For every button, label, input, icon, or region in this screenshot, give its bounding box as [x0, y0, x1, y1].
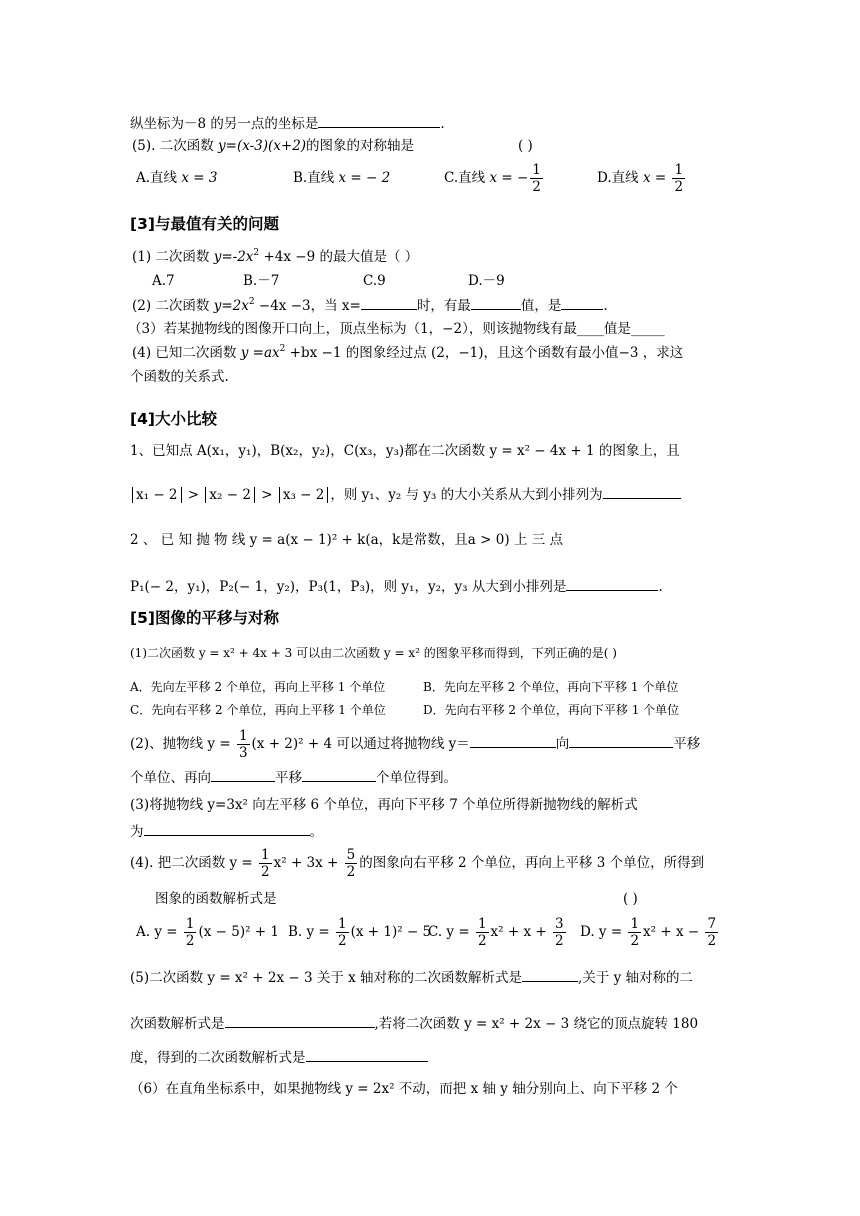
option-d[interactable]: D. y = $\frac{1}{2}$ x² + x − $\frac{7}{2}$: [580, 916, 717, 949]
section-heading: [4]大小比较: [130, 410, 217, 428]
option-a[interactable]: A.7: [152, 273, 175, 289]
answer-paren[interactable]: ( ): [623, 891, 638, 907]
fraction: $\frac{5}{2}$: [346, 847, 356, 880]
question-line: 图象的函数解析式是: [155, 891, 277, 907]
answer-blank[interactable]: [318, 113, 440, 128]
question-line: [130, 113, 445, 134]
question-line: x₁ − 2 > x₂ − 2 > x₃ − 2 ，则 y₁、y₂ 与 y₃ 的大小关系从大到小排列为: [130, 484, 681, 505]
question-text: (5). 二次函数: [132, 138, 218, 154]
fraction: $\frac{1}{2}$: [477, 916, 487, 949]
option-c[interactable]: C.9: [363, 273, 386, 289]
option-b[interactable]: [293, 168, 390, 188]
question-text: 的图象的对称轴是: [306, 138, 415, 154]
question-text: .: [440, 116, 445, 132]
answer-blank[interactable]: [306, 1047, 428, 1062]
question-line: (1) 二次函数 $y=-2x^2 +4x -9$ 的最大值是（ ）: [132, 248, 419, 265]
option-b[interactable]: B. y = $\frac{1}{2}$ (x + 1)² − 5: [288, 916, 432, 949]
question-line: 1、已知点 A(x₁，y₁)，B(x₂，y₂)，C(x₃，y₃)都在二次函数 y = x² − 4x + 1 的图象上，且: [130, 443, 680, 459]
math-expression: x =: [642, 170, 671, 186]
question-line: (5)二次函数 y = x² + 2x − 3 关于 x 轴对称的二次函数解析式是 ,关于 y 轴对称的二: [130, 967, 693, 988]
answer-blank[interactable]: [566, 576, 658, 591]
question-line: 个单位、再向 平移 个单位得到。: [130, 767, 457, 788]
answer-blank[interactable]: [144, 821, 310, 836]
fraction: $\frac{1}{2}$: [185, 916, 195, 949]
math-expression: x = −: [489, 170, 529, 186]
abs-expression: x₃ − 2: [279, 487, 329, 503]
option-a[interactable]: A．先向左平移 2 个单位，再向上平移 1 个单位: [130, 680, 386, 694]
answer-blank[interactable]: [361, 295, 417, 310]
fraction: $\frac{1}{2}$: [630, 916, 640, 949]
abs-expression: x₁ − 2: [132, 487, 182, 503]
option-a[interactable]: [136, 168, 217, 188]
math-expression: x = − 2: [338, 170, 391, 186]
option-label: D.直线: [597, 170, 643, 186]
section-heading: [3]与最值有关的问题: [130, 215, 279, 233]
question-line: （3）若某抛物线的图像开口向上，顶点坐标为（1，−2），则该抛物线有最____值是_____: [128, 321, 665, 337]
question-line: 次函数解析式是 ,若将二次函数 y = x² + 2x − 3 绕它的顶点旋转 180: [130, 1013, 698, 1034]
answer-blank[interactable]: [470, 733, 556, 748]
question-line: (3)将抛物线 y=3x² 向左平移 6 个单位，再向下平移 7 个单位所得新抛物线的解析式: [130, 797, 638, 813]
option-label: B.直线: [293, 170, 339, 186]
math-expression: y =ax: [240, 345, 280, 361]
option-c[interactable]: [444, 158, 545, 198]
question-line: (1)二次函数 y = x² + 4x + 3 可以由二次函数 y = x² 的图象平移而得到，下列正确的是( ): [130, 646, 617, 660]
option-b[interactable]: B.－7: [243, 273, 280, 289]
option-a[interactable]: A. y = $\frac{1}{2}$ (x − 5)² + 1: [136, 916, 279, 949]
option-c[interactable]: C．先向右平移 2 个单位，再向上平移 1 个单位: [130, 703, 386, 717]
fraction: $\frac{1}{2}$: [532, 162, 541, 195]
question-5: [132, 136, 414, 156]
fraction: $\frac{1}{2}$: [338, 916, 347, 949]
question-line: (4). 把二次函数 y = $\frac{1}{2}$ x² + 3x + $\frac{5}{2}$ 的图象向右平移 2 个单位，再向上平移 3 个单位，所得到: [130, 847, 705, 880]
abs-expression: x₂ − 2: [205, 487, 255, 503]
option-label: A.直线: [136, 170, 182, 186]
question-line: (2)、抛物线 y = $\frac{1}{3}$ (x + 2)² + 4 可以通过将抛物线 y＝ 向 平移: [130, 728, 701, 761]
answer-blank[interactable]: [522, 967, 578, 982]
math-expression: y=2x: [213, 298, 249, 314]
math-expression: x = 3: [181, 170, 218, 186]
answer-paren[interactable]: ( ): [518, 138, 533, 154]
section-heading: [5]图像的平移与对称: [130, 609, 279, 627]
question-line: 度，得到的二次函数解析式是: [130, 1047, 428, 1068]
fraction: $\frac{7}{2}$: [707, 916, 717, 949]
question-line: 为 。: [130, 821, 323, 842]
question-line: (4) 已知二次函数 $y =ax^2 +bx -1$ 的图象经过点 (2，−1)，且这个函数有最小值−3 ，求这: [132, 344, 684, 361]
option-b[interactable]: B．先向左平移 2 个单位，再向下平移 1 个单位: [423, 680, 679, 694]
answer-blank[interactable]: [471, 295, 521, 310]
question-line: 个函数的关系式.: [130, 369, 229, 385]
question-text: 纵坐标为－8 的另一点的坐标是: [130, 116, 319, 132]
answer-blank[interactable]: [603, 484, 681, 499]
answer-blank[interactable]: [225, 1013, 375, 1028]
option-d[interactable]: D.－9: [468, 273, 505, 289]
answer-blank[interactable]: [211, 767, 275, 782]
fraction: $\frac{1}{2}$: [261, 847, 270, 880]
option-c[interactable]: C. y = $\frac{1}{2}$ x² + x + $\frac{3}{2}$: [428, 916, 564, 949]
answer-blank[interactable]: [302, 767, 376, 782]
question-line: （6）在直角坐标系中，如果抛物线 y = 2x² 不动，而把 x 轴 y 轴分别向上、向下平移 2 个: [130, 1081, 678, 1097]
answer-blank[interactable]: [561, 295, 603, 310]
option-d[interactable]: D．先向右平移 2 个单位，再向下平移 1 个单位: [423, 703, 680, 717]
math-expression: y=(x-3)(x+2): [218, 138, 307, 154]
fraction: $\frac{3}{2}$: [554, 916, 564, 949]
fraction: $\frac{1}{2}$: [674, 162, 684, 195]
option-label: C.直线: [444, 170, 490, 186]
answer-blank[interactable]: [569, 733, 673, 748]
question-line: P₁(− 2，y₁)，P₂(− 1，y₂)，P₃(1，P₃)，则 y₁，y₂，y₃ 从大到小排列是 .: [130, 576, 663, 597]
fraction: $\frac{1}{3}$: [238, 728, 248, 761]
question-line: 2 、 已 知 抛 物 线 y = a(x − 1)² + k(a，k是常数，且a > 0) 上 三 点: [130, 532, 563, 548]
math-expression: y=-2x: [213, 249, 254, 265]
question-line: (2) 二次函数 $y=2x^2 -4x -3$，当 x= 时，有最 值，是 .: [132, 297, 608, 314]
option-d[interactable]: [597, 158, 687, 198]
